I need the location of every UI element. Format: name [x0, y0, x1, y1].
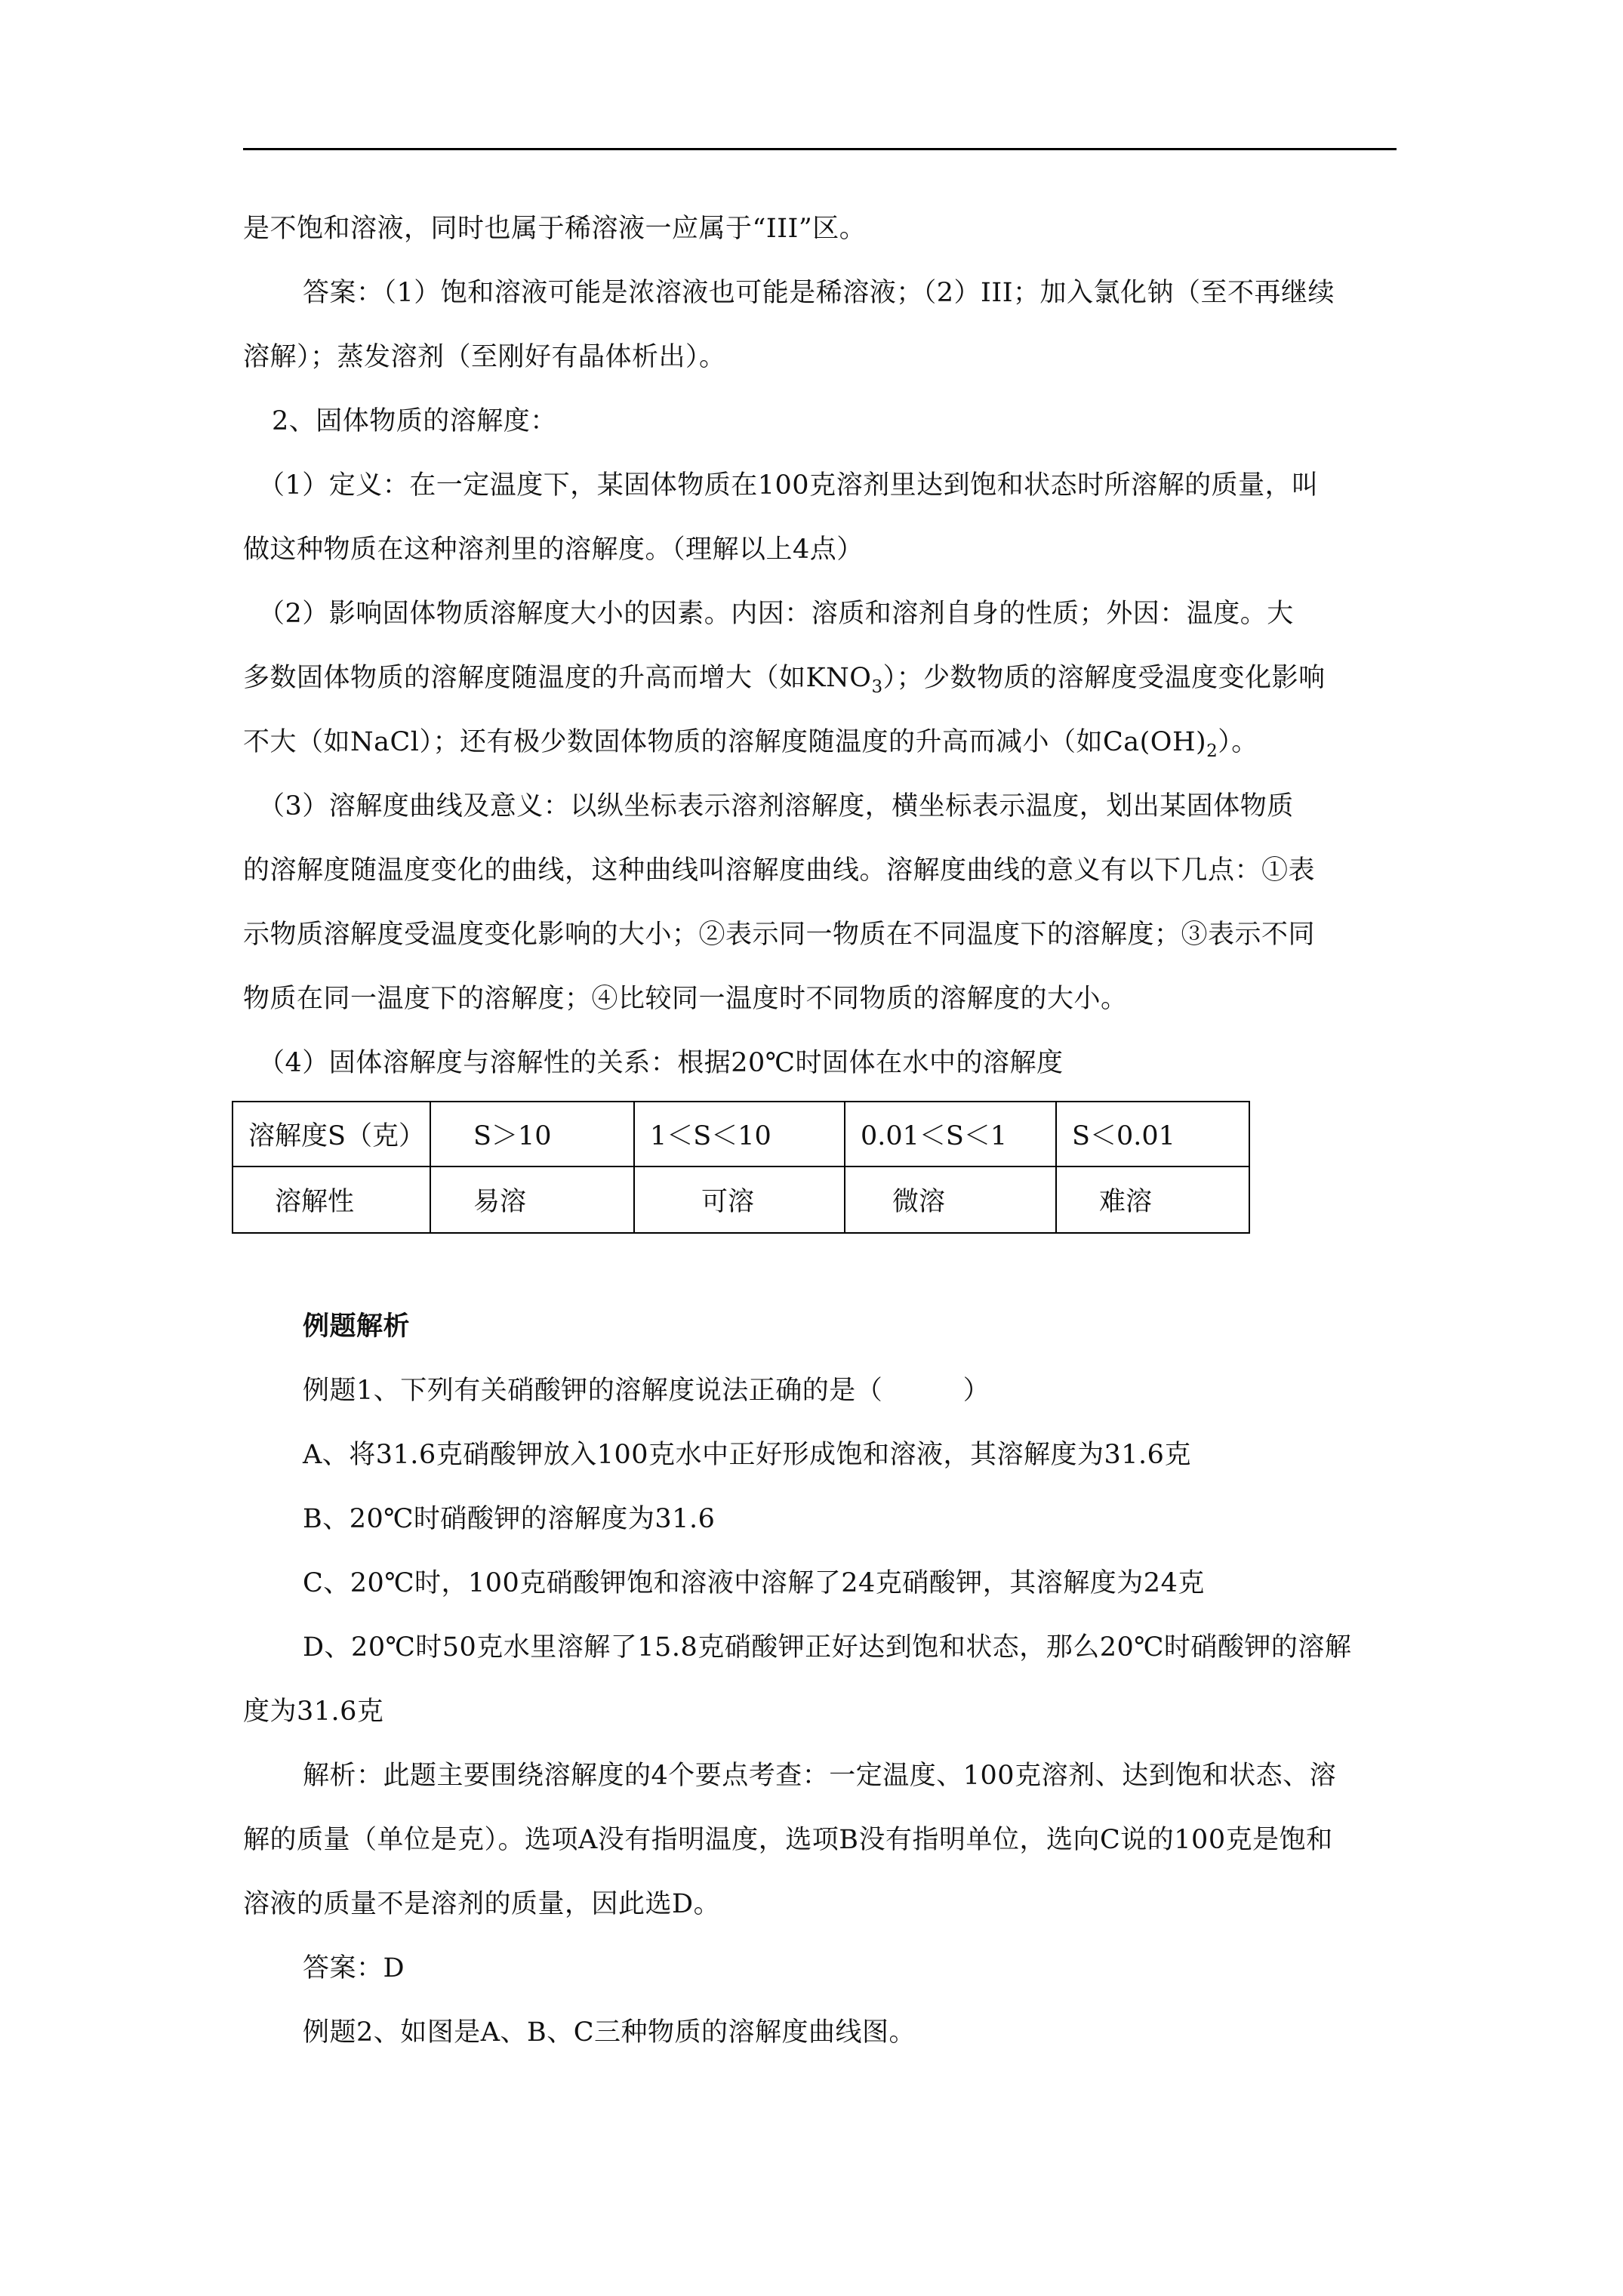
analysis-line: 解的质量（单位是克）。选项A没有指明温度，选项B没有指明单位，选向C说的100克是饱和	[243, 1825, 1333, 1855]
analysis-line: 溶液的质量不是溶剂的质量，因此选D。	[243, 1889, 721, 1919]
paragraph-line: （4）固体溶解度与溶解性的关系：根据20℃时固体在水中的溶解度	[258, 1048, 1064, 1078]
table-cell: 溶解度S（克）	[233, 1102, 430, 1166]
paragraph-line: 做这种物质在这种溶剂里的溶解度。（理解以上4点）	[243, 535, 864, 565]
question-line: 例题2、如图是A、B、C三种物质的溶解度曲线图。	[303, 2017, 916, 2048]
table-cell: 可溶	[634, 1166, 845, 1233]
answer-line: 答案：（1）饱和溶液可能是浓溶液也可能是稀溶液；（2）III；加入氯化钠（至不再继续	[303, 278, 1335, 308]
table-cell: 易溶	[430, 1166, 634, 1233]
solubility-table	[232, 1101, 1250, 1234]
table-cell: S＞10	[430, 1102, 634, 1166]
question-line: 例题1、下列有关硝酸钾的溶解度说法正确的是（ ）	[303, 1376, 990, 1406]
paragraph-line: 的溶解度随温度变化的曲线，这种曲线叫溶解度曲线。溶解度曲线的意义有以下几点：①表	[243, 855, 1316, 886]
option-line: 度为31.6克	[243, 1697, 384, 1727]
table-row	[233, 1102, 1249, 1166]
paragraph-line: （3）溶解度曲线及意义：以纵坐标表示溶剂溶解度，横坐标表示温度，划出某固体物质	[258, 791, 1294, 821]
table-cell: 0.01＜S＜1	[845, 1102, 1056, 1166]
table-cell: 1＜S＜10	[634, 1102, 845, 1166]
paragraph-line: （2）影响固体物质溶解度大小的因素。内因：溶质和溶剂自身的性质；外因：温度。大	[258, 599, 1294, 629]
paragraph-line: （1）定义：在一定温度下，某固体物质在100克溶剂里达到饱和状态时所溶解的质量，叫	[258, 470, 1319, 501]
table-cell: S＜0.01	[1056, 1102, 1249, 1166]
section-heading: 2、固体物质的溶解度：	[272, 406, 557, 436]
paragraph-line: 示物质溶解度受温度变化影响的大小；②表示同一物质在不同温度下的溶解度；③表示不同	[243, 920, 1316, 950]
paragraph-line: 物质在同一温度下的溶解度；④比较同一温度时不同物质的溶解度的大小。	[243, 984, 1128, 1014]
section-heading: 例题解析	[303, 1311, 411, 1342]
table-cell: 难溶	[1056, 1166, 1249, 1233]
paragraph-line: 不大（如NaCl）；还有极少数固体物质的溶解度随温度的升高而减小（如$Ca(OH)_2$）。	[243, 727, 1258, 761]
analysis-line: 解析：此题主要围绕溶解度的4个要点考查：一定温度、100克溶剂、达到饱和状态、溶	[303, 1761, 1337, 1791]
table-row	[233, 1166, 1249, 1233]
table-cell: 微溶	[845, 1166, 1056, 1233]
option-line: C、20℃时，100克硝酸钾饱和溶液中溶解了24克硝酸钾，其溶解度为24克	[303, 1568, 1205, 1598]
paragraph-line: 多数固体物质的溶解度随温度的升高而增大（如$KNO_3$）；少数物质的溶解度受温度变化影响	[243, 663, 1326, 697]
option-line: A、将31.6克硝酸钾放入100克水中正好形成饱和溶液，其溶解度为31.6克	[303, 1440, 1191, 1470]
paragraph-line: 溶解）；蒸发溶剂（至刚好有晶体析出）。	[243, 342, 726, 372]
option-line: D、20℃时50克水里溶解了15.8克硝酸钾正好达到饱和状态，那么20℃时硝酸钾的溶解	[303, 1632, 1352, 1663]
table-cell: 溶解性	[233, 1166, 430, 1233]
paragraph-line: 是不饱和溶液，同时也属于稀溶液一应属于“III”区。	[243, 214, 867, 244]
answer-line: 答案：D	[303, 1953, 405, 1983]
option-line: B、20℃时硝酸钾的溶解度为31.6	[303, 1504, 716, 1534]
header-rule	[243, 148, 1397, 150]
